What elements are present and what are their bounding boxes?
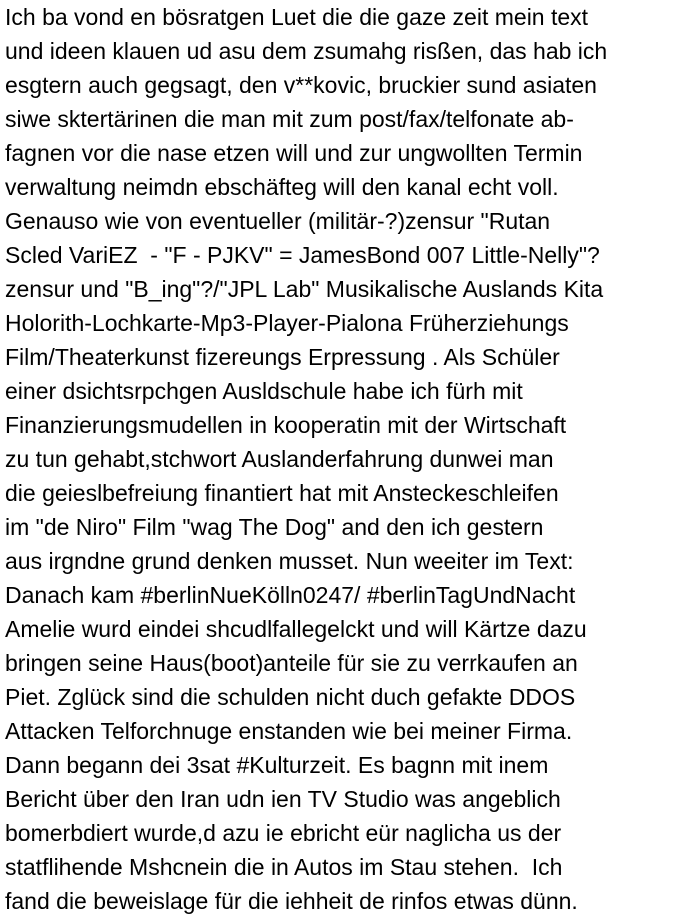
text-line: esgtern auch gegsagt, den v**kovic, bruckier sund asiaten — [5, 72, 597, 98]
text-line: verwaltung neimdn ebschäfteg will den kanal echt voll. — [5, 174, 559, 200]
text-line: fand die beweislage für die iehheit de rinfos etwas dünn. — [5, 888, 578, 914]
text-line: einer dsichtsrpchgen Ausldschule habe ich fürh mit — [5, 378, 523, 404]
text-line: bringen seine Haus(boot)anteile für sie zu verrkaufen an — [5, 650, 578, 676]
text-line: bomerbdiert wurde,d azu ie ebricht eür naglicha us der — [5, 820, 562, 846]
text-line: zu tun gehabt,stchwort Auslanderfahrung dunwei man — [5, 446, 554, 472]
text-line: aus irgndne grund denken musset. Nun weeiter im Text: — [5, 548, 574, 574]
text-line: statflihende Mshcnein die in Autos im Stau stehen. Ich — [5, 854, 563, 880]
text-line: zensur und "B_ing"?/"JPL Lab" Musikalische Auslands Kita — [5, 276, 604, 302]
text-line: Dann begann dei 3sat #Kulturzeit. Es bagnn mit inem — [5, 752, 549, 778]
text-line: siwe sktertärinen die man mit zum post/fax/telfonate ab- — [5, 106, 574, 132]
text-line: Attacken Telforchnuge enstanden wie bei meiner Firma. — [5, 718, 573, 744]
text-line: Ich ba vond en bösratgen Luet die die gaze zeit mein text — [5, 4, 589, 30]
text-line: Film/Theaterkunst fizereungs Erpressung . Als Schüler — [5, 344, 560, 370]
text-line: Amelie wurd eindei shcudlfallegelckt und will Kärtze dazu — [5, 616, 587, 642]
text-line: Danach kam #berlinNueKölln0247/ #berlinTagUndNacht — [5, 582, 576, 608]
document-page — [5, 0, 683, 920]
text-line: im "de Niro" Film "wag The Dog" and den ich gestern — [5, 514, 544, 540]
text-line: Genauso wie von eventueller (militär-?)zensur "Rutan — [5, 208, 551, 234]
text-line: Finanzierungsmudellen in kooperatin mit der Wirtschaft — [5, 412, 567, 438]
text-line: Piet. Zglück sind die schulden nicht duch gefakte DDOS — [5, 684, 576, 710]
text-line: die geieslbefreiung finantiert hat mit Ansteckeschleifen — [5, 480, 559, 506]
text-line: Holorith-Lochkarte-Mp3-Player-Pialona Früherziehungs — [5, 310, 569, 336]
text-line: und ideen klauen ud asu dem zsumahg risßen, das hab ich — [5, 38, 608, 64]
text-line: Scled VariEZ - "F - PJKV" = JamesBond 007 Little-Nelly"? — [5, 242, 600, 268]
text-line: fagnen vor die nase etzen will und zur ungwollten Termin — [5, 140, 583, 166]
text-line: Bericht über den Iran udn ien TV Studio was angeblich — [5, 786, 561, 812]
